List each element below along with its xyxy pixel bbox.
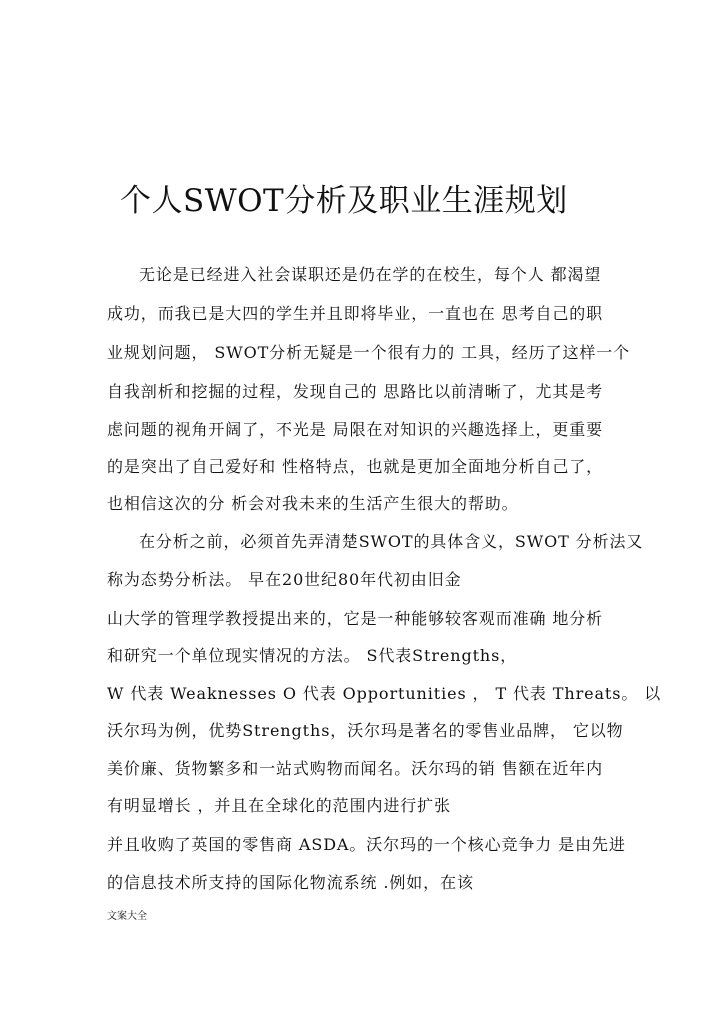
paragraph-line: 无论是已经进入社会谋职还是仍在学的在校生，每个人 都渴望 xyxy=(139,265,602,284)
paragraph-line: 称为态势分析法。 早在20世纪80年代初由旧金 xyxy=(107,570,462,589)
paragraph-line: 和研究一个单位现实情况的方法。 S代表Strengths， xyxy=(107,646,518,665)
paragraph-line: 业规划问题， SWOT分析无疑是一个很有力的 工具，经历了这样一个 xyxy=(107,343,631,362)
page-footer: 文案大全 xyxy=(107,911,147,922)
paragraph-line: 美价廉、货物繁多和一站式购物而闻名。沃尔玛的销 售额在近年内 xyxy=(107,759,604,778)
paragraph-line: W 代表 Weaknesses O 代表 Opportunities ， T 代表 Threats。 以 xyxy=(107,684,662,703)
paragraph-line: 沃尔玛为例，优势Strengths，沃尔玛是著名的零售业品牌， 它以物 xyxy=(107,721,624,740)
document-title: 个人SWOT分析及职业生涯规划 xyxy=(120,183,568,219)
paragraph-line: 的信息技术所支持的国际化物流系统 .例如，在该 xyxy=(107,873,474,892)
paragraph-line: 山大学的管理学教授提出来的，它是一种能够较客观而准确 地分析 xyxy=(107,609,604,628)
paragraph-line: 也相信这次的分 析会对我未来的生活产生很大的帮助。 xyxy=(107,494,519,513)
paragraph-line: 的是突出了自己爱好和 性格特点，也就是更加全面地分析自己了， xyxy=(107,457,604,476)
paragraph-line: 有明显增长 ，并且在全球化的范围内进行扩张 xyxy=(107,796,451,815)
paragraph-line: 虑问题的视角开阔了，不光是 局限在对知识的兴趣选择上，更重要 xyxy=(107,420,604,439)
paragraph-line: 并且收购了英国的零售商 ASDA。沃尔玛的一个核心竞争力 是由先进 xyxy=(107,835,626,854)
paragraph-line: 自我剖析和挖掘的过程，发现自己的 思路比以前清晰了，尤其是考 xyxy=(107,382,604,401)
paragraph-line: 成功，而我已是大四的学生并且即将毕业，一直也在 思考自己的职 xyxy=(107,304,604,323)
paragraph-line: 在分析之前，必须首先弄清楚SWOT的具体含义，SWOT 分析法又 xyxy=(139,532,644,551)
